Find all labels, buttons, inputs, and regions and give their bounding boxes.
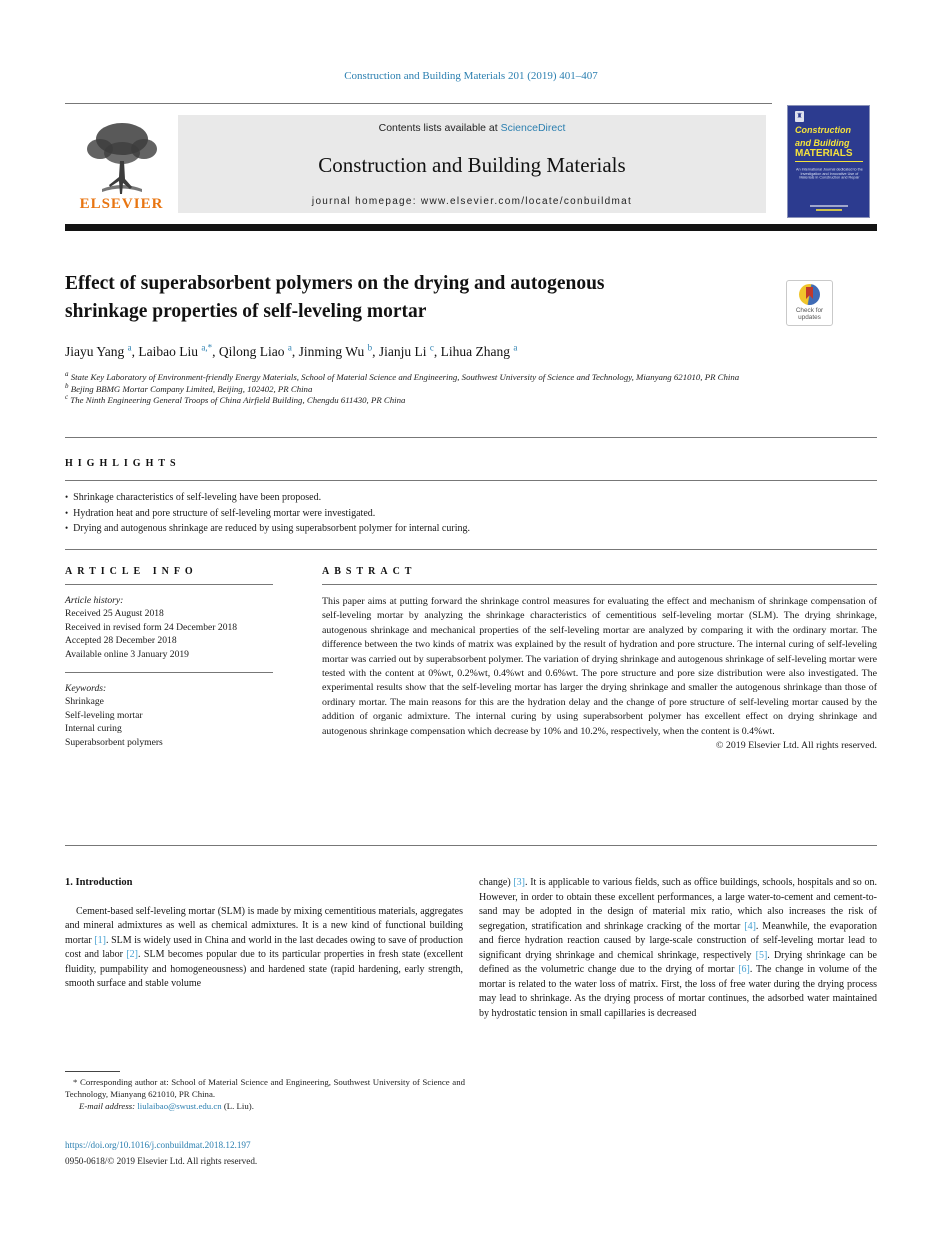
keyword: Shrinkage [65, 696, 104, 708]
highlights-bottom-rule [65, 549, 877, 550]
contents-line [186, 122, 758, 134]
cover-title-line3: MATERIALS [795, 148, 863, 162]
abstract-rule [322, 584, 877, 585]
text-segment: . SLM is widely used in China and world in the last decades owing to save of production cost and labor [65, 934, 463, 961]
history-line: Received 25 August 2018 [65, 608, 164, 620]
abstract-column [322, 566, 877, 751]
header-black-rule [65, 224, 877, 231]
citation-link[interactable]: [2] [126, 949, 138, 961]
body-right-column [479, 876, 877, 1021]
text-segment: , Jianju Li [372, 344, 430, 359]
affiliation-b: $^b$ Bejing BBMG Mortar Company Limited, Beijing, 102402, PR China [65, 381, 313, 394]
inline-link[interactable]: c [429, 342, 434, 353]
cover-title-line1: Construction [795, 125, 851, 135]
abstract-heading: ABSTRACT [322, 566, 417, 577]
contents-prefix: Contents lists available at [378, 122, 501, 134]
abstract-copyright: © 2019 Elsevier Ltd. All rights reserved. [715, 740, 877, 752]
citation-link[interactable]: [3] [513, 877, 526, 888]
inline-link[interactable]: liulaibao@swust.edu.cn [137, 1100, 222, 1111]
journal-info-box [178, 115, 766, 213]
journal-banner [65, 115, 766, 213]
article-title-line1: Effect of superabsorbent polymers on the drying and autogenous [65, 273, 605, 294]
inline-link[interactable]: a [127, 342, 132, 353]
article-info-column [65, 566, 273, 749]
cover-smallprint-bar [810, 205, 847, 207]
citation-link[interactable]: [1] [94, 934, 106, 946]
affiliation-c: $^c$ The Ninth Engineering General Troops of China Airfield Building, Chengdu 611430, PR China [65, 393, 406, 406]
text-segment: . Drying shrinkage can be defined as the volumetric change due to the drying of mortar [479, 949, 877, 976]
inline-link[interactable]: b [367, 342, 373, 353]
elsevier-tree-icon [80, 117, 164, 195]
check-for-updates-badge[interactable] [786, 280, 833, 326]
affiliations [65, 372, 877, 407]
article-info-heading: ARTICLE INFO [65, 566, 198, 577]
cover-emblem-icon: ♜ [796, 112, 803, 120]
highlights-heading: HIGHLIGHTS [65, 458, 181, 469]
text-segment: , Laibao Liu [131, 344, 202, 359]
introduction-paragraph [65, 905, 463, 992]
text-segment: , Jinming Wu [291, 344, 368, 359]
footnote-rule [65, 1071, 120, 1072]
cover-subtitle: An International Journal dedicated to the Investigation and Innovative Use of Materials in Construction and Repair [795, 168, 863, 180]
text-segment: . It is applicable to various fields, such as office buildings, schools, hospitals and so on. However, in order to obtain these excellent performances, a large water-to-cement and cement-to-sand may be adopted in the design of material mix ratio, which also increases the risk of segregation, stratification and shrinkage cracking of the mortar [479, 877, 877, 932]
inline-link[interactable]: a,* [201, 342, 213, 353]
history-line: Available online 3 January 2019 [65, 648, 189, 660]
text-segment: , Lihua Zhang [433, 344, 514, 359]
header-citation[interactable]: Construction and Building Materials 201 (2019) 401–407 [344, 70, 598, 82]
journal-homepage-link[interactable]: journal homepage: www.elsevier.com/locate/conbuildmat [311, 196, 633, 207]
history-label: Article history: [65, 595, 124, 606]
history-line: Received in revised form 24 December 2018 [65, 621, 238, 633]
footnote-block [65, 1071, 465, 1112]
citation-link[interactable]: [5] [755, 949, 768, 961]
article-title [65, 270, 770, 325]
article-info-rule [65, 584, 273, 585]
text-segment: change) [479, 877, 514, 888]
bullet-icon: • [65, 507, 69, 518]
keyword: Superabsorbent polymers [65, 736, 163, 748]
keywords-label: Keywords: [65, 683, 107, 695]
history-line: Accepted 28 December 2018 [65, 635, 177, 647]
author-list [65, 344, 835, 360]
cover-smallprint-bar [816, 209, 842, 211]
bookmark-icon [806, 287, 813, 299]
keyword: Self-leveling mortar [65, 709, 143, 721]
body-columns [65, 876, 877, 1021]
highlights-top-rule [65, 437, 877, 438]
check-updates-label: Check for updates [795, 307, 824, 321]
top-divider [65, 103, 772, 104]
text-segment: , Qilong Liao [212, 344, 288, 359]
keywords-rule [65, 672, 273, 673]
issn-copyright-line: 0950-0618/© 2019 Elsevier Ltd. All rights reserved. [65, 1156, 258, 1166]
journal-cover-thumbnail[interactable] [787, 105, 870, 218]
text-segment: (L. Liu). [221, 1100, 254, 1111]
highlight-item: • Shrinkage characteristics of self-leveling have been proposed. [65, 490, 877, 506]
introduction-paragraph-continued [479, 876, 877, 1021]
text-segment: Jiayu Yang [65, 344, 128, 359]
highlights-list [65, 490, 877, 537]
citation-link[interactable]: [6] [738, 964, 750, 976]
journal-title: Construction and Building Materials [318, 152, 626, 177]
inline-link[interactable]: a [287, 342, 292, 353]
body-left-column [65, 876, 463, 1021]
sciencedirect-link[interactable]: ScienceDirect [500, 122, 566, 134]
elsevier-wordmark: ELSEVIER [79, 196, 164, 212]
bullet-icon: • [65, 492, 69, 502]
introduction-heading: 1. Introduction [65, 877, 133, 888]
cover-smallprint-bars [795, 205, 863, 213]
elsevier-logo[interactable] [65, 115, 178, 213]
corresponding-author-note: * Corresponding author at: School of Material Science and Engineering, Southwest University of Science and Technology, Mianyang 621010, PR China. [65, 1077, 465, 1099]
article-history [65, 594, 273, 661]
abstract-text: This paper aims at putting forward the shrinkage control measures for evaluating the effect and mechanism of shrinkage compensation of self-leveling mortar by analyzing the shrinkage characteristics of cementitious self-leveling mortar (SLM). The drying shrinkage, autogenous shrinkage and mechanical properties of the self-leveling mortar are analyzed by comparing it with the ordinary mortar. The difference between the two kinds of matrix was explained by the result of hydration and pore structure. The internal curing of self-leveling mortar was carried out by superabsorbent polymer. The variation of drying shrinkage and autogenous shrinkage of self-leveling mortar were tested with the content at 0%wt, 0.2%wt, 0.4%wt and 0.6%wt. The pore structure and pore size distribution were also investigated. The experimental results show that the self-leveling mortar has larger the drying shrinkage and smaller the autogenous shrinkage than those of ordinary mortar. The main reasons for this are the hydration delay and the change of pore structure of self-leveling mortar caused by the addition of organic admixture. The internal curing by using superabsorbent polymer has excellent effect on drying shrinkage and autogenous shrinkage compensation which decrease by 10% and 10.2%, respectively, when the content is 0.4%wt. [322, 596, 877, 737]
crossmark-icon [799, 284, 820, 305]
article-title-line2: shrinkage properties of self-leveling mortar [65, 300, 427, 322]
text-segment: E-mail address: [79, 1100, 138, 1111]
citation-link[interactable]: [4] [744, 920, 756, 932]
text-segment: . The change in volume of the mortar is related to the water loss of matrix. First, the loss of free water during the drying process may lead to shrinkage. As the drying process of mortar continues, the adsorbed water maintained by hydrostatic tension in small capillaries is decreased [479, 964, 877, 1019]
inline-link[interactable]: a [513, 342, 518, 353]
bullet-icon: • [65, 523, 69, 533]
text-segment: . SLM becomes popular due to its particular properties in fresh state (excellent fluidity, pumpability and homogeneousness) and hardened state (rapid hardening, early strength, smooth surface and stable volume [65, 949, 463, 990]
highlight-item: • Hydration heat and pore structure of self-leveling mortar were investigated. [65, 506, 877, 522]
highlights-heading-rule [65, 480, 877, 481]
keywords-block [65, 682, 273, 749]
email-line [65, 1101, 465, 1113]
highlight-item: • Drying and autogenous shrinkage are reduced by using superabsorbent polymer for internal curing. [65, 521, 877, 537]
keyword: Internal curing [65, 723, 122, 735]
text-segment: . Meanwhile, the evaporation and fierce hydration reaction caused by large-scale construction of self-leveling mortar lead to significant drying shrinkage and chemical shrinkage, respectively [479, 920, 877, 961]
affiliation-a: $^a$ State Key Laboratory of Environment-friendly Energy Materials, School of Material Science and Engineering, Southwest University of Science and Technology, Mianyang 621010, PR China [65, 370, 740, 382]
text-segment: Cement-based self-leveling mortar (SLM) is made by mixing cementitious materials, aggregates and mineral admixtures as well as chemical admixtures. It is a new kind of functional building mortar [65, 905, 463, 946]
cover-title-line2: and Building [795, 138, 850, 148]
doi-link[interactable]: https://doi.org/10.1016/j.conbuildmat.2018.12.197 [65, 1140, 251, 1150]
body-top-rule [65, 845, 877, 846]
